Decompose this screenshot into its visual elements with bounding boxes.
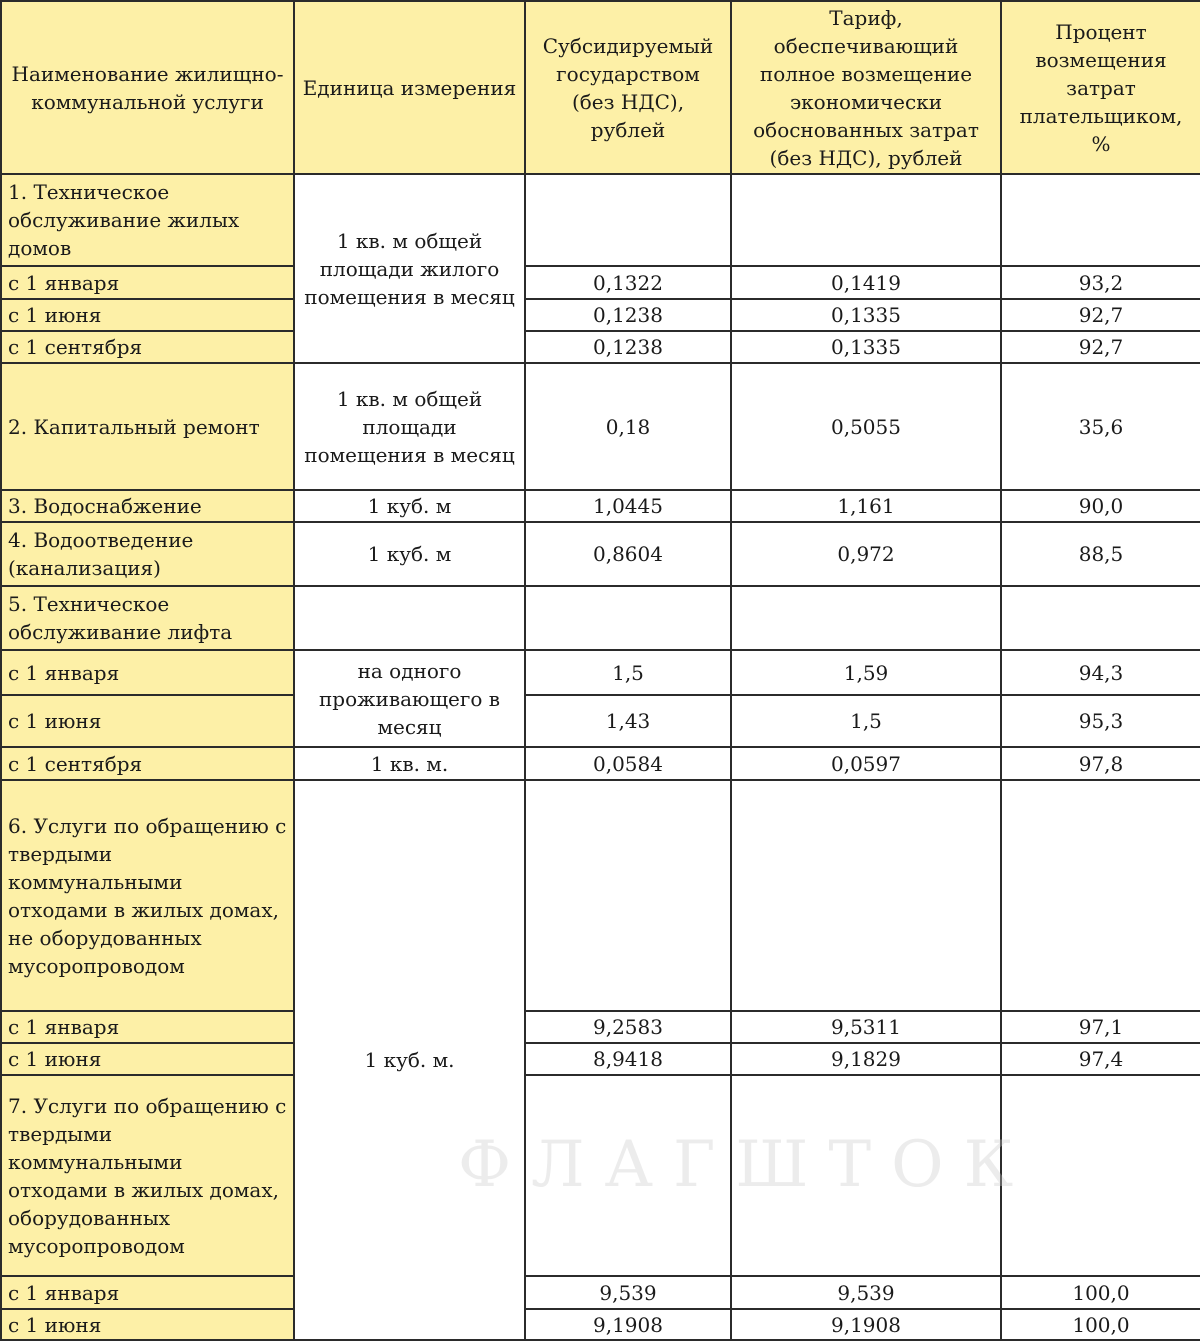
header-unit: Единица измерения	[294, 1, 525, 174]
empty-cell	[525, 1075, 731, 1276]
header-percent: Процент возмещения затрат плательщиком, %	[1001, 1, 1200, 174]
unit-cell: 1 кв. м.	[294, 747, 525, 780]
period-cell: с 1 января	[1, 266, 294, 299]
header-subsidized: Субсидируемый государством (без НДС), рублей	[525, 1, 731, 174]
header-row	[1, 1, 1200, 174]
tariff-cell: 9,1829	[731, 1043, 1001, 1075]
unit-cell: 1 куб. м	[294, 490, 525, 522]
subsidized-cell: 1,5	[525, 650, 731, 695]
percent-cell: 92,7	[1001, 299, 1200, 331]
service-name: 7. Услуги по обращению с твердыми коммунальными отходами в жилых домах, оборудованных мусоропроводом	[1, 1075, 294, 1276]
service-name: 1. Техническое обслуживание жилых домов	[1, 174, 294, 266]
empty-cell	[1001, 1075, 1200, 1276]
tariff-cell: 0,1419	[731, 266, 1001, 299]
tariff-cell: 9,539	[731, 1276, 1001, 1309]
empty-cell	[731, 586, 1001, 650]
subsidized-cell: 9,539	[525, 1276, 731, 1309]
period-cell: с 1 июня	[1, 299, 294, 331]
percent-cell: 92,7	[1001, 331, 1200, 363]
tariff-cell: 9,5311	[731, 1011, 1001, 1043]
subsidized-cell: 1,0445	[525, 490, 731, 522]
table-row	[1, 1309, 1200, 1340]
period-cell: с 1 января	[1, 650, 294, 695]
period-cell: с 1 сентября	[1, 747, 294, 780]
subsidized-cell: 0,1238	[525, 299, 731, 331]
table-row	[1, 331, 1200, 363]
percent-cell: 97,4	[1001, 1043, 1200, 1075]
unit-cell: 1 кв. м общей площади помещения в месяц	[294, 363, 525, 490]
subsidized-cell: 8,9418	[525, 1043, 731, 1075]
table-row	[1, 586, 1200, 650]
tariff-cell: 0,5055	[731, 363, 1001, 490]
unit-cell: 1 куб. м	[294, 522, 525, 586]
table-row	[1, 1276, 1200, 1309]
period-cell: с 1 июня	[1, 1043, 294, 1075]
empty-cell	[1001, 780, 1200, 1011]
tariff-cell: 1,59	[731, 650, 1001, 695]
tariff-cell: 0,972	[731, 522, 1001, 586]
service-name: 6. Услуги по обращению с твердыми коммунальными отходами в жилых домах, не оборудованных мусоропроводом	[1, 780, 294, 1011]
period-cell: с 1 января	[1, 1276, 294, 1309]
watermark: ФЛАГШТОК	[458, 1128, 1034, 1202]
header-name: Наименование жилищно-коммунальной услуги	[1, 1, 294, 174]
subsidized-cell: 0,8604	[525, 522, 731, 586]
percent-cell: 93,2	[1001, 266, 1200, 299]
empty-cell	[1001, 586, 1200, 650]
tariff-cell: 0,1335	[731, 299, 1001, 331]
table-row	[1, 747, 1200, 780]
table-row	[1, 363, 1200, 490]
subsidized-cell: 0,1238	[525, 331, 731, 363]
table-row	[1, 780, 1200, 1011]
subsidized-cell: 0,0584	[525, 747, 731, 780]
percent-cell: 100,0	[1001, 1276, 1200, 1309]
percent-cell: 88,5	[1001, 522, 1200, 586]
period-cell: с 1 июня	[1, 1309, 294, 1340]
unit-cell: на одного проживающего в месяц	[294, 650, 525, 747]
percent-cell: 90,0	[1001, 490, 1200, 522]
empty-cell	[731, 174, 1001, 266]
subsidized-cell: 0,1322	[525, 266, 731, 299]
service-name: 3. Водоснабжение	[1, 490, 294, 522]
subsidized-cell: 1,43	[525, 695, 731, 747]
period-cell: с 1 сентября	[1, 331, 294, 363]
subsidized-cell: 9,1908	[525, 1309, 731, 1340]
service-name: 4. Водоотведение (канализация)	[1, 522, 294, 586]
tariff-cell: 1,5	[731, 695, 1001, 747]
table-row	[1, 650, 1200, 695]
table-row	[1, 299, 1200, 331]
table-row	[1, 1075, 1200, 1276]
header-tariff: Тариф, обеспечивающий полное возмещение экономически обоснованных затрат (без НДС), рублей	[731, 1, 1001, 174]
service-name: 5. Техническое обслуживание лифта	[1, 586, 294, 650]
tariff-cell: 9,1908	[731, 1309, 1001, 1340]
empty-cell	[731, 1075, 1001, 1276]
table-row	[1, 174, 1200, 266]
tariff-cell: 0,1335	[731, 331, 1001, 363]
table-row	[1, 266, 1200, 299]
table-row	[1, 490, 1200, 522]
empty-cell	[525, 174, 731, 266]
empty-cell	[525, 780, 731, 1011]
percent-cell: 100,0	[1001, 1309, 1200, 1340]
subsidized-cell: 0,18	[525, 363, 731, 490]
unit-cell: 1 куб. м.	[294, 780, 525, 1340]
table-row	[1, 1011, 1200, 1043]
percent-cell: 94,3	[1001, 650, 1200, 695]
empty-cell	[525, 586, 731, 650]
table-row	[1, 695, 1200, 747]
period-cell: с 1 июня	[1, 695, 294, 747]
empty-cell	[1001, 174, 1200, 266]
table-row	[1, 1043, 1200, 1075]
tariff-cell: 0,0597	[731, 747, 1001, 780]
percent-cell: 97,8	[1001, 747, 1200, 780]
subsidized-cell: 9,2583	[525, 1011, 731, 1043]
percent-cell: 35,6	[1001, 363, 1200, 490]
empty-cell	[731, 780, 1001, 1011]
service-name: 2. Капитальный ремонт	[1, 363, 294, 490]
unit-cell: 1 кв. м общей площади жилого помещения в месяц	[294, 174, 525, 363]
table-row	[1, 522, 1200, 586]
period-cell: с 1 января	[1, 1011, 294, 1043]
percent-cell: 97,1	[1001, 1011, 1200, 1043]
tariff-cell: 1,161	[731, 490, 1001, 522]
percent-cell: 95,3	[1001, 695, 1200, 747]
empty-cell	[294, 586, 525, 650]
